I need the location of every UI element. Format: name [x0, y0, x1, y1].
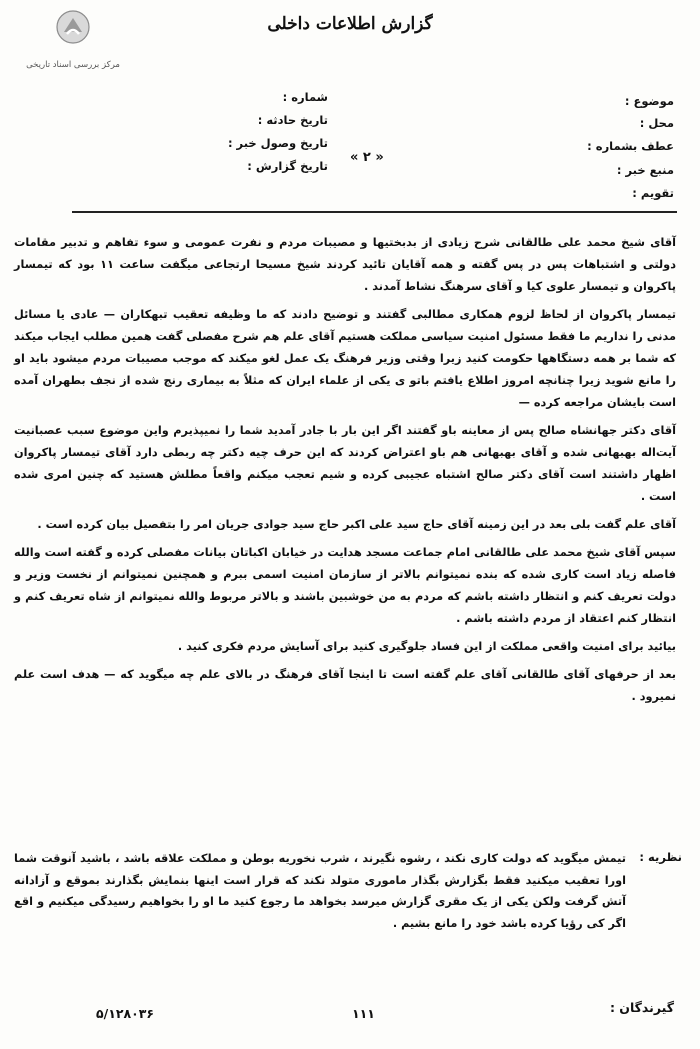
body-paragraph: بعد از حرفهای آقای طالقانی آقای علم گفته است تا اینجا آقای فرهنگ در بالای علم چه میگوید که — هدف است علم نمیرود . [14, 668, 676, 703]
document-title: گزارش اطلاعات داخلی [267, 14, 433, 34]
incident-date-label: تاریخ حادثه : [257, 113, 328, 127]
report-date-label: تاریخ گزارش : [247, 159, 328, 173]
source-label: منبع خبر : [616, 163, 674, 177]
page-serial: « ۲ » [350, 150, 384, 165]
receipt-date-label: تاریخ وصول خبر : [227, 136, 328, 150]
body-paragraph: آقای دکتر جهانشاه صالح پس از معاینه باو گفتند اگر این بار با جادر آمدید شما را نمیپذیرم واین موضوع سبب عصبانیت آیت‌اله بهبهانی شده و آقای بهبهانی هم باو اعتراض کردند که این حرف چیه دکتر چه ربطی دارد آقای تیمسار پاکروان اظهار داشتند است آقای دکتر صالح اشتباه عجیبی کرده و شیم تعجب میکنم واقعاً مطلش هستید که چنین امری شده است . [14, 424, 676, 503]
body-paragraph: بیائید برای امنیت واقعی مملکت از این فساد جلوگیری کنید برای آسایش مردم فکری کنید . [177, 640, 676, 653]
case-number-label: عطف بشماره : [587, 139, 674, 153]
appraisal-label: تقویم : [632, 186, 674, 200]
number-label: شماره : [282, 90, 328, 104]
archive-logo-caption: مرکز بررسی اسناد تاریخی [26, 60, 120, 70]
header-divider [72, 211, 677, 213]
report-body [14, 232, 676, 714]
note-label: نظریه : [639, 850, 682, 864]
body-paragraph: سپس آقای شیخ محمد علی طالقانی امام جماعت مسجد هدایت در خیابان اکباتان بیانات مفصلی کرده و گفته است والله فاصله زیاد است کاری شده که بنده نمیتوانم بالاتر از سازمان امنیت اسمی ببرم و همچنین نمیتوانم از نخست وزیر و دولت تعریف کنم و انتظار داشته باشم که مردم به من خوشبین باشند و بالاتر مربوط والله نمیتوانم از شاه تعریف کنم و انتظار کنم اعتقاد از مردم داشته باشم . [14, 546, 676, 625]
place-label: محل : [639, 116, 674, 130]
note-text: تیمش میگوید که دولت کاری نکند ، رشوه نگیرند ، شرب نخوریه بوطن و مملکت علاقه باشد ، باشید آنوقت شما اورا تعقیب میکنید فقط بگزارش بگذار ماموری متولد نکند که قرار است اینها بنمایش بگذارند بموقع و آزادانه آتش گرفت ولکن یکی از یک مقری گزارش میرسد بخواهد ما رجوع کنید ما او را بخواهیم رسیدگی میکنیم و اقع اگر کی رؤیا کرده باشد خود را مانع بشیم . [14, 852, 626, 930]
page-mark: ۱۱۱ [352, 1006, 375, 1021]
body-paragraph: تیمسار پاکروان از لحاظ لزوم همکاری مطالبی گفتند و توضیح دادند که ما وظیفه تعقیب تبهکاران — عادی یا مسائل مدنی را نداریم ما فقط مسئول امنیت سیاسی مملکت هستیم آقای علم هم شرح مفصلی گفت همین مطلب ایجاب میکند که شما بر همه دستگاهها حکومت کنید زیرا وقتی وزیر فرهنگ یک عمل لغو میکند که موجب مصیبات مردم میشود باید او را مانع شوید زیرا چنانچه امروز اطلاع یافتم باتو ی یکی از علماء ایران که مثلاً به بیماری رنج شده از نجف بطهران آمده است بایشان مراجعه کرده — [14, 308, 676, 409]
recipients-label: گیرندگان : [609, 1000, 674, 1015]
body-paragraph: آقای علم گفت بلی بعد در این زمینه آقای حاج سید علی اکبر حاج سید جوادی جریان امر را بتفصیل بیان کرده است . [37, 518, 676, 531]
document-number: ۵/۱۲۸۰۳۶ [96, 1006, 154, 1021]
subject-label: موضوع : [624, 94, 674, 108]
body-paragraph: آقای شیخ محمد علی طالقانی شرح زیادی از بدبختیها و مصیبات مردم و نفرت عمومی و سوء تفاهم و تدبیر مقامات دولتی و اشتباهات پس در پس گفته و همه آقایان تائید کردند شیخ مسیحا ارتجاعی میگفت ساعت ۱۱ بود که تیمسار پاکروان و تیمسار علوی کیا و آقای سرهنگ نشاط آمدند . [14, 236, 676, 293]
